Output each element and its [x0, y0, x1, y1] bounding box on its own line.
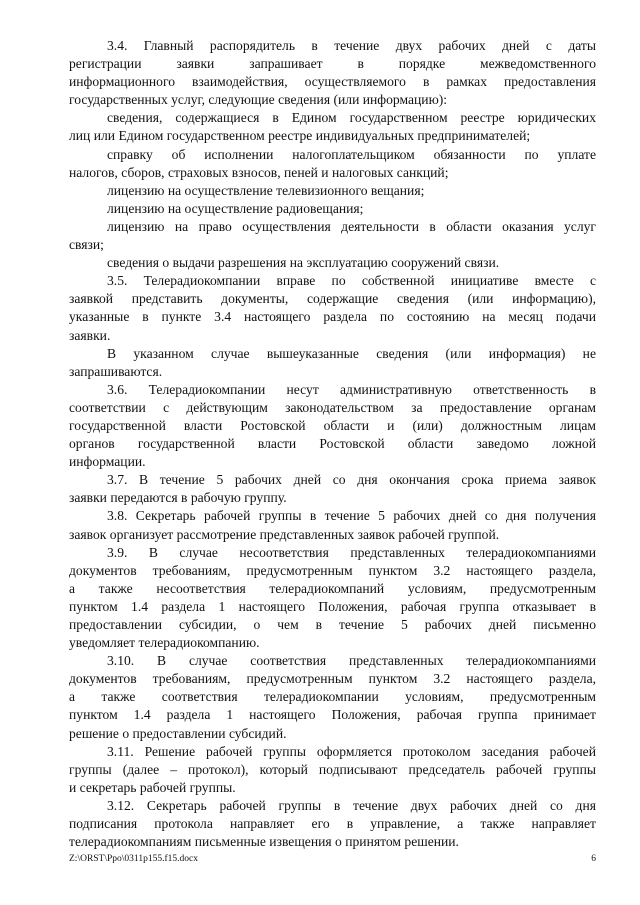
paragraph-p34-b: [69, 146, 596, 182]
paragraph-p311: [69, 743, 596, 797]
text-line: 3.6. Телерадиокомпании несут административную ответственность в: [107, 381, 596, 397]
text-line: уведомляет телерадиокомпанию.: [69, 635, 260, 651]
text-line: документов требованиям, предусмотренным пунктом 3.2 настоящего раздела,: [69, 562, 596, 578]
paragraph-p39: [69, 544, 596, 653]
text-line: 3.12. Секретарь рабочей группы в течение двух рабочих дней со дня: [107, 797, 596, 813]
paragraph-p35: [69, 272, 596, 344]
text-line: 3.9. В случае несоответствия представленных телерадиокомпаниями: [107, 544, 596, 560]
text-line: государственной власти Ростовской области и (или) должностным лицам: [69, 417, 596, 433]
text-line: регистрации заявки запрашивает в порядке межведомственного: [69, 56, 596, 72]
text-line: В указанном случае вышеуказанные сведения (или информация) не: [107, 345, 596, 361]
text-line: 3.11. Решение рабочей группы оформляется протоколом заседания рабочей: [107, 743, 596, 759]
paragraph-p34-d: [69, 200, 596, 218]
text-line: лицензию на осуществление телевизионного вещания;: [107, 182, 425, 198]
text-line: 3.10. В случае соответствия представленных телерадиокомпаниями: [107, 653, 596, 669]
text-line: сведения, содержащиеся в Едином государственном реестре юридических: [107, 110, 596, 126]
text-line: сведения о выдачи разрешения на эксплуатацию сооружений связи.: [107, 255, 500, 271]
text-line: телерадиокомпаниям письменные извещения о принятом решении.: [69, 834, 459, 850]
text-line: 3.4. Главный распорядитель в течение двух рабочих дней с даты: [107, 38, 596, 53]
text-line: а также несоответствия телерадиокомпаний условиям, предусмотренным: [69, 580, 596, 596]
text-line: органов государственной власти Ростовской области заведомо ложной: [69, 436, 596, 452]
paragraph-p310: [69, 652, 596, 742]
text-line: заявки.: [69, 327, 111, 343]
text-line: государственных услуг, следующие сведения (или информацию):: [69, 92, 448, 108]
text-line: группы (далее – протокол), который подписывают председатель рабочей группы: [69, 761, 596, 777]
paragraph-p36: [69, 381, 596, 471]
text-line: заявок организует рассмотрение представленных заявок рабочей группой.: [69, 526, 500, 542]
text-line: связи;: [69, 237, 104, 253]
text-line: и секретарь рабочей группы.: [69, 779, 236, 795]
document-body: [69, 37, 596, 851]
paragraph-p34-e: [69, 218, 596, 254]
footer-file-path: Z:\ORST\Ppo\0311p155.f15.docx: [69, 854, 198, 864]
paragraph-p34-a: [69, 109, 596, 145]
text-line: 3.5. Телерадиокомпании вправе по собственной инициативе вместе с: [107, 273, 596, 289]
text-line: подписания протокола направляет его в управление, а также направляет: [69, 816, 596, 832]
text-line: 3.7. В течение 5 рабочих дней со дня окончания срока приема заявок: [107, 472, 596, 488]
text-line: справку об исполнении налогоплательщиком обязанности по уплате: [107, 146, 596, 162]
text-line: заявки передаются в рабочую группу.: [69, 490, 287, 506]
paragraph-p312: [69, 797, 596, 851]
footer-page-number: 6: [591, 854, 596, 864]
text-line: пунктом 1.4 раздела 1 настоящего Положения, рабочая группа принимает: [69, 707, 596, 723]
text-line: запрашиваются.: [69, 363, 163, 379]
text-line: а также соответствия телерадиокомпании условиям, предусмотренным: [69, 689, 596, 705]
text-line: информации.: [69, 454, 146, 470]
text-line: 3.8. Секретарь рабочей группы в течение 5 рабочих дней со дня получения: [107, 508, 596, 524]
text-line: документов требованиям, предусмотренным пунктом 3.2 настоящего раздела,: [69, 671, 596, 687]
paragraph-p35-a: [69, 345, 596, 381]
text-line: лиц или Едином государственном реестре индивидуальных предпринимателей;: [69, 128, 531, 144]
paragraph-p34-f: [69, 254, 596, 272]
paragraph-p37: [69, 471, 596, 507]
text-line: информационного взаимодействия, осуществляемого в рамках предоставления: [69, 74, 596, 90]
text-line: указанные в пункте 3.4 настоящего раздела по состоянию на месяц подачи: [69, 309, 596, 325]
text-line: заявкой представить документы, содержащие сведения (или информацию),: [69, 291, 596, 307]
text-line: лицензию на осуществление радиовещания;: [107, 200, 364, 216]
paragraph-p38: [69, 507, 596, 543]
text-line: лицензию на право осуществления деятельности в области оказания услуг: [107, 218, 596, 234]
text-line: предоставлении субсидии, о чем в течение 5 рабочих дней письменно: [69, 617, 596, 632]
text-line: соответствии с действующим законодательством за предоставление органам: [69, 399, 596, 415]
text-line: пунктом 1.4 раздела 1 настоящего Положения, рабочая группа отказывает в: [69, 598, 596, 614]
text-line: налогов, сборов, страховых взносов, пеней и налоговых санкций;: [69, 164, 449, 180]
paragraph-p34-c: [69, 182, 596, 200]
paragraph-p34: [69, 37, 596, 109]
text-line: решение о предоставлении субсидий.: [69, 725, 287, 741]
